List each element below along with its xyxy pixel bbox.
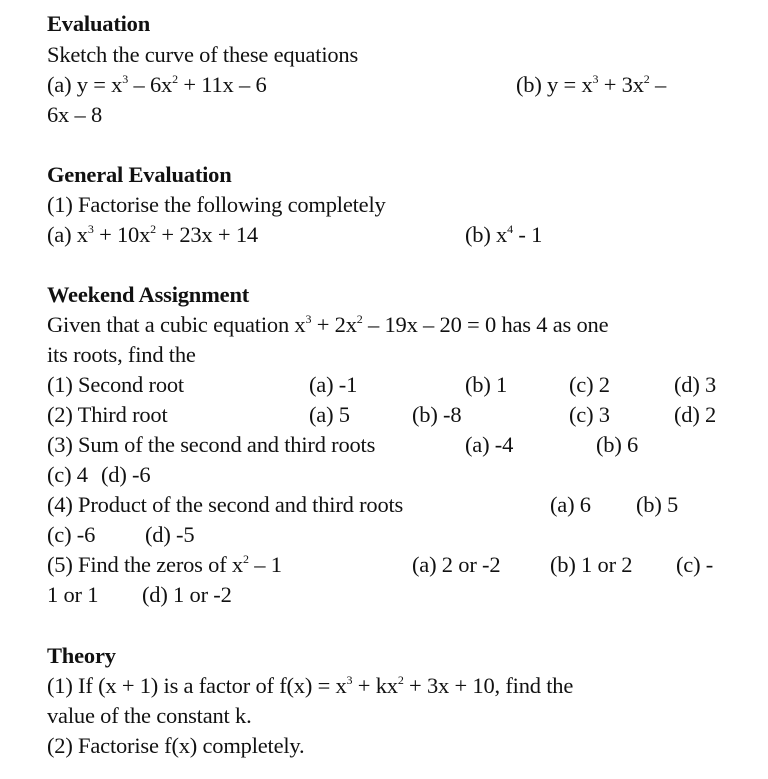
- question-5-option-a: (a) 2 or -2: [412, 552, 501, 577]
- weekend-assignment-intro-continued: its roots, find the: [47, 342, 196, 367]
- question-5-option-d: (d) 1 or -2: [142, 582, 232, 607]
- evaluation-equation-a: (a) $y = x^3 - 6x^2 + 11x - 6$: [47, 72, 267, 97]
- question-4-label: (4) Product of the second and third roots: [47, 492, 404, 517]
- question-1-option-d: (d) 3: [674, 372, 717, 397]
- question-3-label: (3) Sum of the second and third roots: [47, 432, 376, 457]
- question-2-option-a: (a) 5: [309, 402, 350, 427]
- question-4-option-c: (c) -6: [47, 522, 96, 547]
- question-1-label: (1) Second root: [47, 372, 184, 397]
- weekend-assignment-heading: Weekend Assignment: [47, 282, 250, 307]
- question-4-option-a: (a) 6: [550, 492, 591, 517]
- theory-question-1-continued: value of the constant k.: [47, 703, 252, 728]
- theory-heading: Theory: [47, 643, 116, 668]
- general-evaluation-question-1: (1) Factorise the following completely: [47, 192, 386, 217]
- question-4-option-d: (d) -5: [145, 522, 195, 547]
- weekend-assignment-intro: Given that a cubic equation $x^3 + 2x^2 - 19x - 20 = 0$ has 4 as one: [47, 312, 609, 337]
- question-3-option-a: (a) -4: [465, 432, 514, 457]
- question-1-option-c: (c) 2: [569, 372, 610, 397]
- question-5-option-c: (c) -: [676, 552, 714, 577]
- general-evaluation-part-b: (b) $x^4 - 1$: [465, 222, 543, 247]
- question-4-option-b: (b) 5: [636, 492, 679, 517]
- evaluation-instruction: Sketch the curve of these equations: [47, 42, 359, 67]
- question-5-option-b: (b) 1 or 2: [550, 552, 633, 577]
- question-2-option-c: (c) 3: [569, 402, 610, 427]
- theory-question-1: (1) If (x + 1) is a factor of $f(x) = x^3 + kx^2 + 3x + 10$, find the: [47, 673, 574, 698]
- question-2-option-d: (d) 2: [674, 402, 717, 427]
- question-5-label: (5) Find the zeros of $x^2 - 1$: [47, 552, 282, 577]
- evaluation-heading: Evaluation: [47, 11, 151, 36]
- question-5-option-c-continued: 1 or 1: [47, 582, 99, 607]
- question-1-option-b: (b) 1: [465, 372, 508, 397]
- theory-question-2: (2) Factorise f(x) completely.: [47, 733, 305, 758]
- question-2-label: (2) Third root: [47, 402, 168, 427]
- general-evaluation-heading: General Evaluation: [47, 162, 232, 187]
- question-3-option-d: (d) -6: [101, 462, 151, 487]
- evaluation-equation-b-continued: 6x – 8: [47, 102, 103, 127]
- question-3-option-b: (b) 6: [596, 432, 639, 457]
- evaluation-equation-b: (b) $y = x^3 + 3x^2$ –: [516, 72, 667, 97]
- question-3-option-c: (c) 4: [47, 462, 88, 487]
- question-1-option-a: (a) -1: [309, 372, 358, 397]
- question-2-option-b: (b) -8: [412, 402, 462, 427]
- general-evaluation-part-a: (a) $x^3 + 10x^2 + 23x + 14$: [47, 222, 258, 247]
